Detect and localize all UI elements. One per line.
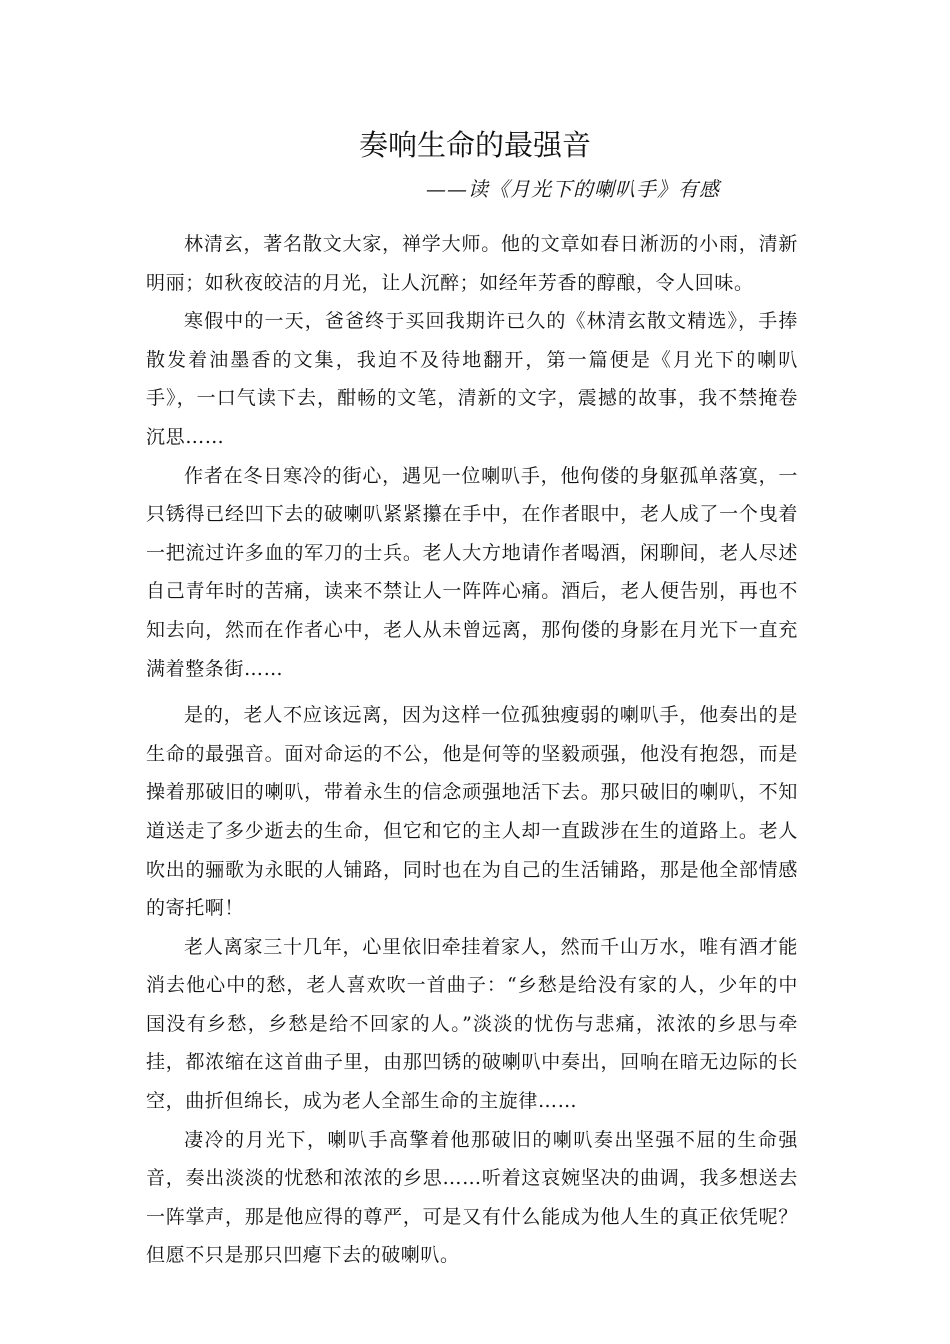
paragraph: 林清玄，著名散文大家，禅学大师。他的文章如春日淅沥的小雨，清新明丽；如秋夜皎洁的月光，让人沉醉；如经年芳香的醇酿，令人回味。 — [146, 233, 798, 294]
essay-title: 奏响生命的最强音 — [358, 128, 591, 162]
paragraph: 是的，老人不应该远离，因为这样一位孤独瘦弱的喇叭手，他奏出的是生命的最强音。面对命运的不公，他是何等的坚毅顽强，他没有抱怨，而是操着那破旧的喇叭，带着永生的信念顽强地活下去。那只破旧的喇叭，不知道送走了多少逝去的生命，但它和它的主人却一直跋涉在生的道路上。老人吹出的骊歌为永眠的人铺路，同时也在为自己的生活铺路，那是他全部情感的寄托啊！ — [146, 704, 798, 920]
essay-subtitle: ——读《月光下的喇叭手》有感 — [426, 177, 720, 201]
paragraph: 寒假中的一天，爸爸终于买回我期许已久的《林清玄散文精选》，手捧散发着油墨香的文集，我迫不及待地翻开，第一篇便是《月光下的喇叭手》，一口气读下去，酣畅的文笔，清新的文字，震撼的故事，我不禁掩卷沉思…… — [146, 310, 798, 448]
paragraph: 凄冷的月光下，喇叭手高擎着他那破旧的喇叭奏出坚强不屈的生命强音，奏出淡淡的忧愁和浓浓的乡思……听着这哀婉坚决的曲调，我多想送去一阵掌声，那是他应得的尊严，可是又有什么能成为他人生的真正依凭呢？但愿不只是那只凹瘪下去的破喇叭。 — [146, 1128, 798, 1267]
essay-body — [146, 225, 798, 1275]
paragraph: 老人离家三十几年，心里依旧牵挂着家人，然而千山万水，唯有酒才能消去他心中的愁，老人喜欢吹一首曲子：“乡愁是给没有家的人，少年的中国没有乡愁，乡愁是给不回家的人。”淡淡的忧伤与悲痛，浓浓的乡思与牵挂，都浓缩在这首曲子里，由那凹锈的破喇叭中奏出，回响在暗无边际的长空，曲折但绵长，成为老人全部生命的主旋律…… — [146, 935, 798, 1113]
paragraph: 作者在冬日寒冷的街心，遇见一位喇叭手，他佝偻的身躯孤单落寞，一只锈得已经凹下去的破喇叭紧紧攥在手中，在作者眼中，老人成了一个曳着一把流过许多血的军刀的士兵。老人大方地请作者喝酒，闲聊间，老人尽述自己青年时的苦痛，读来不禁让人一阵阵心痛。酒后，老人便告别，再也不知去向，然而在作者心中，老人从未曾远离，那佝偻的身影在月光下一直充满着整条街…… — [146, 464, 798, 680]
